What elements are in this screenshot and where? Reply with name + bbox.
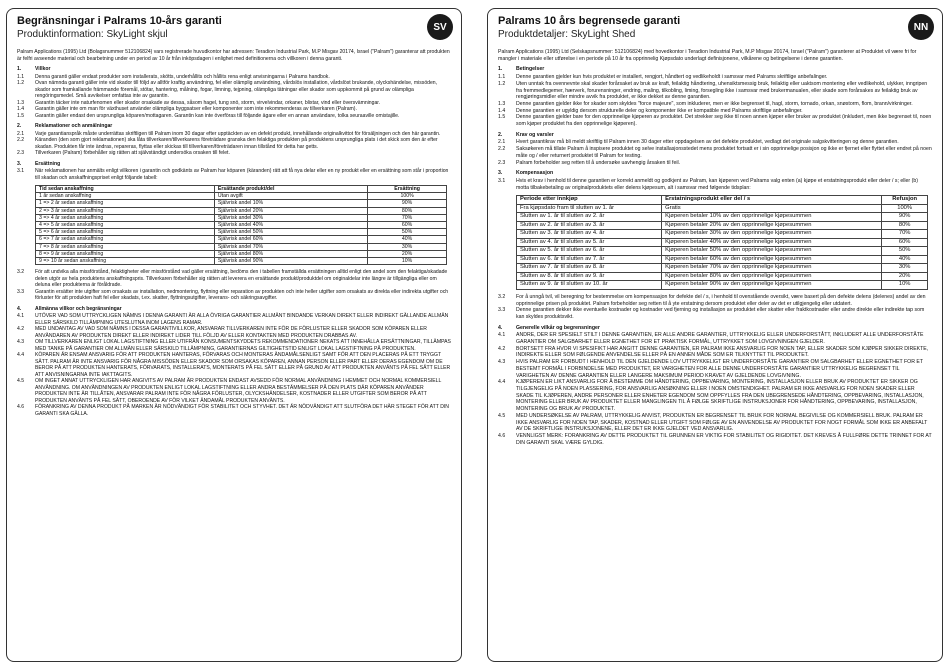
clause-text: Garantin gäller endast den ursprungliga köparen/mottagaren. Garantin kan inte överföras till följande ägare eller en annan användare, tolka seuraaville omistajille. bbox=[35, 112, 400, 119]
table-cell: Slutten av 1. år til slutten av 2. år bbox=[517, 213, 662, 222]
table-cell: 40% bbox=[368, 236, 447, 243]
clause bbox=[17, 113, 451, 120]
clause-number: 4.6 bbox=[17, 404, 25, 411]
table-cell: Självrisk andel 30% bbox=[214, 214, 367, 221]
clause bbox=[498, 294, 932, 307]
intro-paragraph: Palram Applications (1995) Ltd (Bolagsnummer 512106824) vars registrerade huvudkontor har adressen: Teradion Industrial Park, M.P Misgav 20174, Israel ("Palram") garanterar att produkten är felfri avseende material och bearbetning under en period av 10 år från inköpsdagen i enlighet med definitionerna och villkoren i denna garanti. bbox=[17, 49, 450, 62]
section-number: 1. bbox=[498, 66, 503, 73]
clause-number: 1.3 bbox=[17, 99, 25, 106]
table-header-row bbox=[36, 186, 447, 193]
table-cell: 70% bbox=[368, 214, 447, 221]
clause-text: Denna garanti gäller endast produkter som installerats, skötts, underhållits och hållits rena enligt anvisningarna i Palrams handbok. bbox=[35, 73, 330, 80]
clause-number: 4.6 bbox=[498, 432, 506, 439]
clause bbox=[498, 108, 932, 115]
table-row bbox=[517, 247, 928, 256]
table-row bbox=[36, 250, 447, 257]
clause-number: 1.4 bbox=[498, 107, 506, 114]
clause-number: 1.5 bbox=[498, 114, 506, 121]
clause-text: BORTSETT FRA HVOR VI SPESIFIKT HAR ANGITT DENNE GARANTIEN, ER PALRAM IKKE ANSVARLIG FOR NOEN TAP, ELLER SKADER SOM KJØPER SIKKER DIREKTE, INDIREKTE ELLER SOM FØLGENDE ANVENDELSE ELLER PÅ EN ANNEN MÅDE SOM ER TILKNYTTET TIL PRODUKTET. bbox=[516, 345, 929, 359]
clause-text: KJØPEREN ER LIKT ANSVARLIG FOR Å BESTEMME OM HÅNDTERING, OPPBEVARING, MONTERING, INSTALLASJON ELLER BRUK AV PRODUKTET ER SIKKER OG TILGJENGELIG PÅ NOEN PLASSERING, FOR ANSVARLIG ANSØKNING ELLER I NOEN OMSTENDIGHET. PALRAM ER IKKE ANSVARLIG FOR NOEN SKADER ELLER SKADE TIL KJØPEREN, ANDRE PERSONER ELLER ENHETER EGENDOM SOM OPPFYLLES FRA DEN UBEGRENSEDE HÅNDTERING, OPPBEVARING, INSTALLASJON, MONTERING ELLER BRUK AV PRODUKTET ELLER MANGLINGEN TIL Å FØLGE SKRIFTLIGE INSTRUKSJONER FOR HÅNDTERING, OPPBEVARING, INSTALLASJON, MONTERING OG BRUK AV PRODUKTET. bbox=[516, 379, 924, 413]
table-header-row bbox=[517, 196, 928, 205]
table-cell: Utan avgift bbox=[214, 193, 367, 200]
table-row bbox=[517, 281, 928, 290]
clause-number: 3.1 bbox=[498, 177, 506, 184]
clause-text: Denne garantien er ugyldig dersom strukturelle deler og komponenter ikke er kompatible med Palrams skriftlige anbefalinger. bbox=[516, 107, 803, 114]
table-cell: 3 => 4 år sedan anskaffning bbox=[36, 214, 215, 221]
clause-text: Uten unntak fra ovennevnte skal skader forårsaket av bruk av kraft, feilaktig håndtering, uhensiktsmessig bruk, feilaktig eller uaktsom montering eller vedlikehold, ulykker, inngripen fra fremmedlegemer, hærverk, forurensninger, endring, maling, tilkobling, liming, forsegling ikke i samsvar med brukermanualen, eller skade som forårsakes av feilaktig bruk av rengjøringsmidler eller mindre avvik fra produktet, er ikke dekket av denne garantien. bbox=[516, 80, 928, 101]
column-header: Tid sedan anskaffning bbox=[36, 186, 215, 193]
clause-number: 4.4 bbox=[498, 379, 506, 386]
clause-number: 1.3 bbox=[498, 100, 506, 107]
table-cell: Gratis bbox=[662, 204, 882, 213]
table-cell: Kjøperen betaler 90% av den opprinnelige kjøpesummen bbox=[662, 281, 882, 290]
clause bbox=[498, 413, 932, 433]
table-cell: Självrisk andel 50% bbox=[214, 229, 367, 236]
clause bbox=[498, 146, 932, 159]
section-heading bbox=[498, 170, 932, 177]
clause-text: Käranden (den som gjort reklamationen) ska låta tillverkaren/tillverkarens företrädare granska den felaktiga produkten på produktens ursprungliga plats i det skick som den är efter skadan. Produkten får inte ändras, repareras, flyttas eller skickas till tillverkaren/företrädaren innan tillstånd för detta har getts. bbox=[35, 137, 438, 150]
clause-number: 3.1 bbox=[17, 168, 25, 174]
section-heading bbox=[17, 123, 451, 130]
section-title: Ersättning bbox=[35, 160, 61, 167]
clause-text: Denne garantien gjelder ikke for skader som skyldes "force majeure", som inkluderer, men er ikke begrenset til, hagl, storm, tornado, orkan, snøstorm, flom, brann/virkninger. bbox=[516, 100, 913, 107]
clause bbox=[498, 379, 932, 413]
clause-text: Denne garantien gjelder kun hvis produktet er installert, rengjort, håndtert og vedlikeholdt i samsvar med Palrams skriftlige anbefalinger. bbox=[516, 74, 828, 81]
section-heading bbox=[498, 325, 932, 332]
section-title: Reklamationer och anmälningar bbox=[35, 123, 113, 129]
clause-text: Denne garantien dekker ikke eventuelle kostnader og kostnader ved fjerning og installasjon av produktet eller skatter eller fraktkostnader eller andre direkte eller indirekte tap som kan skyldes produktsvikt. bbox=[516, 307, 925, 320]
clause bbox=[498, 332, 932, 345]
clause bbox=[17, 313, 451, 326]
compensation-table bbox=[516, 195, 928, 290]
clause bbox=[498, 74, 932, 81]
section-number: 3. bbox=[498, 170, 503, 177]
clause bbox=[498, 433, 932, 446]
table-cell: Självrisk andel 40% bbox=[214, 222, 367, 229]
clause-text: Hvert garantikrav må bli meldt skriftlig til Palram innen 30 dager etter oppdagelsen av det defekte produktet, vedlagt det originale salgskvitteringen og denne garantien. bbox=[516, 139, 899, 146]
clause bbox=[498, 307, 932, 320]
table-cell: Slutten av 8. år til slutten av 9. år bbox=[517, 272, 662, 281]
table-cell: Fra kjøpsdato fram til slutten av 1. år bbox=[517, 204, 662, 213]
clause-text: Saksøkeren må tillate Palram å inspisere produktet og selve installasjonsstedet mens produktet fortsatt er i sin opprinnelige posisjon og ikke er fjernet eller flyttet eller endret på noen måte og / eller returnert produktet til Palram for testing. bbox=[516, 146, 932, 159]
table-cell: 50% bbox=[368, 229, 447, 236]
column-header: Ersättande produkt/del bbox=[214, 186, 367, 193]
clause-number: 4.5 bbox=[17, 378, 25, 385]
clause-text: ANDRE, DER ER SPESIELT STILT I DENNE GARANTIEN, ER ALLE ANDRE GARANTIER, UTTRYKKELIG ELLER UNDERFORSTÅTT, INKLUDERT ALLE UNDERFORSTÅTE GARANTIER OM SALGBARHET ELLER EGNETHET FOR ET PRAKTISK FORMÅL, UTTRYKKET SOM LOVGIVNINGEN GJELDER. bbox=[516, 332, 924, 346]
table-cell: 9 => 10 år sedan anskaffning bbox=[36, 258, 215, 265]
table-row bbox=[517, 213, 928, 222]
clause bbox=[17, 326, 451, 339]
table-cell: 10% bbox=[882, 281, 928, 290]
table-row bbox=[36, 222, 447, 229]
clause bbox=[17, 404, 451, 417]
clause bbox=[498, 160, 932, 167]
section-number: 3. bbox=[17, 160, 22, 167]
language-badge: NN bbox=[908, 14, 934, 40]
clause-text: Garantin täcker inte naturfenomen eller skador orsakade av dessa, såsom hagel, tung snö, storm, virvelvindar, orkaner, blixtar, vind eller översvämningar. bbox=[35, 99, 381, 106]
table-row bbox=[36, 229, 447, 236]
page-header bbox=[17, 15, 451, 45]
section-conditions bbox=[17, 66, 451, 119]
table-cell: Slutten av 3. år til slutten av 4. år bbox=[517, 230, 662, 239]
table-cell: 50% bbox=[882, 247, 928, 256]
table-cell: 6 => 7 år sedan anskaffning bbox=[36, 236, 215, 243]
table-cell: Självrisk andel 60% bbox=[214, 236, 367, 243]
table-row bbox=[36, 200, 447, 207]
table-cell: Självrisk andel 20% bbox=[214, 207, 367, 214]
norwegian-warranty-page bbox=[487, 8, 943, 662]
table-cell: Slutten av 5. år til slutten av 6. år bbox=[517, 247, 662, 256]
section-heading bbox=[17, 306, 451, 313]
table-cell: Självrisk andel 80% bbox=[214, 250, 367, 257]
table-cell: 10% bbox=[368, 258, 447, 265]
table-cell: Slutten av 6. år til slutten av 7. år bbox=[517, 255, 662, 264]
table-row bbox=[36, 236, 447, 243]
table-row bbox=[36, 193, 447, 200]
clause bbox=[17, 150, 451, 157]
clause-text: MED UNDERSØKELSE AV PALRAM, UTTRYKKELIG ANVIST, PRODUKTEN ER BEGRENSET TIL BRUK FOR NORMAL BEGIVILSE OG KOMMERSIELL BRUK. PALRAM ER IKKE ANSVARLIG FOR NOEN TAP, SKADER, KOSTNAD ELLER UTGIFT SOM FØLGE AV EN ANVENDELSE AV PRODUKTET FOR NOGT FORMÅL SOM IKKE ER ANBEFALT AV DE SKRIFTLIGE INSTRUKSJONENE, ELLER DET ER IKKE GJELDET VED ANSVARLIG. bbox=[516, 412, 928, 433]
section-claims bbox=[17, 123, 451, 157]
clause-number: 4.4 bbox=[17, 352, 25, 359]
clause bbox=[17, 137, 451, 150]
compensation-table bbox=[35, 185, 447, 265]
section-heading bbox=[498, 66, 932, 73]
clause-text: HVIS PALRAM ER FORBUDT I HENHOLD TIL DEN GJELDENDE LOV UTTRYKKELIGT ER UNDERFORSTÅTE GARANTIER OM SALGBARHET ELLER EGNETHET FOR ET BESTEMT FORMÅL I FORBINDELSE MED PRODUKTET, ER VARIGHETEN FOR ALLE DENNE UNDERFORSTÅTE GARANTIER UTTRYKKELIG BEGRENSET TIL VARIGHETEN AV DENNE GARANTIEN ELLER LANGERE MAKSIMUM PERIOD KRAVET AV GJELDENDE LOVGIVNING. bbox=[516, 359, 923, 379]
table-row bbox=[36, 214, 447, 221]
table-cell: Kjøperen betaler 80% av den opprinnelige kjøpesummen bbox=[662, 272, 882, 281]
clause-text: För att undvika alla missförstånd, felaktigheter eller missförstånd vad gäller ersättning, bedöms den i tabellen framställda ersättningen alltid enligt den andel som den felaktiga/skadade delen utgör av hela produktens anskaffningspris. Tillverkaren förbehåller sig rätten att leverera en ersättande produkt/produktdel om originaldelar inte längre är tillgängliga eller om deluna eller produkterna är föråldrade. bbox=[35, 269, 448, 289]
clause-number: 3.2 bbox=[17, 269, 25, 276]
table-cell: Slutten av 2. år til slutten av 3. år bbox=[517, 221, 662, 230]
language-badge: SV bbox=[427, 14, 453, 40]
section-number: 2. bbox=[498, 131, 503, 138]
table-cell: Självrisk andel 70% bbox=[214, 243, 367, 250]
clause-text: MED UNDANTAG AV VAD SOM NÄMNS I DESSA GARANTIVILLKOR, ANSVARAR TILLVERKAREN INTE FÖR DE FÖRLUSTER ELLER SKADOR SOM KÖPAREN ELLER ANVÄNDAREN AV PRODUKTEN DIREKT ELLER INDIREKT LIDER TILL FÖLJD AV ELLER KONTAKTEN MED PRODUKTEN DRABBAS AV. bbox=[35, 326, 427, 339]
page-header bbox=[498, 15, 932, 45]
section-compensation-notes bbox=[17, 269, 451, 302]
column-header: Refusjon bbox=[882, 196, 928, 205]
clause bbox=[17, 289, 451, 302]
section-number: 4. bbox=[17, 305, 22, 312]
table-cell: 1 år sedan anskaffning bbox=[36, 193, 215, 200]
clause-number: 2.1 bbox=[17, 130, 25, 137]
clause-text: Palram forbeholder seg retten til å undersøke uavhengig årsaken til feil. bbox=[516, 159, 681, 166]
clause-text: FÖRANKRING AV DENNA PRODUKT PÅ MARKEN ÄR NÖDVÄNDIGT FÖR STABILITET OCH STYVHET. DET ÄR NÖDVÄNDIGT ATT SLUTFÖRA DET HÄR STEGET FÖR ATT DIN GARANTI SKA GÄLLA. bbox=[35, 404, 449, 417]
clause-text: For å unngå tvil, vil beregning for bestemmelse om kompensasjon for defekte del / s, i henhold til ovenstående oversikt, være basert på den defekte delens (delenes) andel av den opprinnelige prisen på produktet. Palram forbeholder seg retten til å yte erstatning dersom produktet eller deler av det er utilgjengelig eller utdatert. bbox=[516, 293, 926, 307]
clause-number: 4.3 bbox=[498, 359, 506, 366]
section-compensation bbox=[17, 161, 451, 182]
clause-number: 4.2 bbox=[17, 326, 25, 333]
table-cell: 80% bbox=[882, 221, 928, 230]
table-row bbox=[517, 272, 928, 281]
table-cell: Slutten av 7. år til slutten av 8. år bbox=[517, 264, 662, 273]
section-title: Villkor bbox=[35, 66, 51, 72]
clause-text: Denne garantien gjelder bare for den opprinnelige kjøperen av produktet. Det strekker seg ikke til noen annen kjøper eller bruker av produktet (inkludert, men ikke begrenset til, noen som kjøper produktet fra den opprinnelige kjøperen). bbox=[516, 114, 932, 128]
clause-number: 4.3 bbox=[17, 339, 25, 346]
clause-number: 1.1 bbox=[17, 73, 25, 80]
clause bbox=[498, 81, 932, 101]
table-cell: Kjøperen betaler 60% av den opprinnelige kjøpesummen bbox=[662, 255, 882, 264]
clause-text: Ovan nämnda garanti gäller inte vid skador till följd av alltför kraftig användning, fel eller olämplig användning, vårdslös installation, vårdslöst brukande, olyckshändelse, missöden, skador som framkallande främmande föremål, stötar, hantering, målning, fogar, limning, tejpning, olämpliga tätningar eller skador som uppkommit på grund av olämpliga rengöringsmedel. Små avvikelser omfattas inte av garantin. bbox=[35, 80, 438, 99]
clause bbox=[498, 114, 932, 127]
table-cell: 4 => 5 år sedan anskaffning bbox=[36, 222, 215, 229]
table-cell: 90% bbox=[368, 200, 447, 207]
section-heading bbox=[17, 66, 451, 73]
table-cell: 40% bbox=[882, 255, 928, 264]
clause-number: 2.2 bbox=[498, 146, 506, 153]
table-cell: 1 => 2 år sedan anskaffning bbox=[36, 200, 215, 207]
table-cell: 5 => 6 år sedan anskaffning bbox=[36, 229, 215, 236]
clause-text: När reklamationen har anmälts enligt villkoren i garantin och godkänts av Palram har köparen (käranden) rätt att få nya delar eller en ny produkt eller en ersättning som står i proportion till skadan och anskaffningspriset enligt följande tabell: bbox=[35, 168, 449, 181]
clause-text: KÖPAREN ÄR ENSAM ANSVARIG FÖR ATT PRODUKTEN HANTERAS, FÖRVARAS OCH MONTERAS ÄNDAMÅLSENLIGT SAMT FÖR ATT DEN PLACERAS PÅ ETT TRYGGT SÄTT. PALRAM ÄR INTE ANSVARIG FÖR NÅGRA MISSÖDEN ELLER SKADOR SOM ORSAKAS KÖPAREN, ANNAN PERSON ELLER PART ELLER DERAS EGENDOM OM DE BEROR PÅ ATT PRODUKTEN HANTERATS, FÖRVARATS, INSTALLERATS, MONTERATS PÅ FEL SÄTT ELLER PÅ GRUND AV ATT PRODUKTEN ANVÄNTS PÅ FEL SÄTT ELLER ATT ANVISNINGARNA INTE IAKTTAGITS. bbox=[35, 352, 451, 378]
clause-text: OM INGET ANNAT UTTRYCKLIGEN HAR ANGIVITS AV PALRAM ÄR PRODUKTEN ENDAST AVSEDD FÖR NORMAL ANVÄNDNING I HEMMET OCH NORMAL KOMMERSIELL ANVÄNDNING. OM ANVÄNDNINGEN AV PRODUKTEN ENLIGT LOKAL LAGSTIFTNING ELLER ANDRA BESTÄMMELSER PÅ DEN PLATS DÄR KÖPAREN ANVÄNDER PRODUKTEN INTE ÄR TILLÅTEN, ANSVARAR PALRAM INTE FÖR NÅGRA FÖRLUSTER, OLYCKSHÄNDELSER, KOSTNADER ELLER UTGIFTER SOM BEROR PÅ ATT PRODUKTEN ANVÄNTS PÅ FEL SÄTT, OBEROENDE AV FÖR VILKET ÄNDAMÅL PRODUKTEN ANVÄNTS. bbox=[35, 378, 442, 404]
section-title: Kompensasjon bbox=[516, 170, 554, 177]
table-cell: Självrisk andel 90% bbox=[214, 258, 367, 265]
column-header: Ersättning bbox=[368, 186, 447, 193]
table-cell: 80% bbox=[368, 207, 447, 214]
clause bbox=[17, 339, 451, 352]
clause bbox=[17, 168, 451, 181]
clause-number: 3.2 bbox=[498, 293, 506, 300]
table-cell: 90% bbox=[882, 213, 928, 222]
section-general-terms bbox=[498, 325, 932, 447]
section-number: 2. bbox=[17, 123, 22, 129]
section-compensation bbox=[498, 170, 932, 191]
table-cell: Kjøperen betaler 10% av den opprinnelige kjøpesummen bbox=[662, 213, 882, 222]
clause-number: 1.2 bbox=[498, 80, 506, 87]
table-row bbox=[517, 204, 928, 213]
table-cell: 2 => 3 år sedan anskaffning bbox=[36, 207, 215, 214]
clause-number: 2.1 bbox=[498, 139, 506, 146]
section-heading bbox=[498, 132, 932, 139]
clause-number: 4.1 bbox=[498, 332, 506, 339]
table-cell: 70% bbox=[882, 230, 928, 239]
clause-text: VENNLIGST MERK: FORANKRING AV DETTE PRODUKTET TIL GRUNNEN ER VIKTIG FOR STABILITET OG RIGIDITET. DET KREVES Å FULLFØRE DETTE TRINNET FOR AT DIN GARANTI SKAL VÆRE GYLDIG. bbox=[516, 432, 932, 446]
section-title: Krav og varsler bbox=[516, 131, 554, 138]
clause bbox=[17, 352, 451, 378]
table-row bbox=[36, 258, 447, 265]
table-row bbox=[36, 207, 447, 214]
section-heading bbox=[17, 161, 451, 168]
column-header: Periode etter innkjøp bbox=[517, 196, 662, 205]
clause bbox=[498, 346, 932, 359]
column-header: Erstatningsprodukt eller del / s bbox=[662, 196, 882, 205]
section-claims bbox=[498, 132, 932, 167]
table-cell: Kjøperen betaler 50% av den opprinnelige kjøpesummen bbox=[662, 247, 882, 256]
clause-text: Garantin ersätter inte utgifter som orsakats av installation, nedmontering, flyttning eller reparation av produkten och inte heller utgifter som orsakats av direkta eller indirekta utgifter och förluster för att produkten haft fel eller skadats, t.ex. skatter, flyttningsutgifter, leverans- och säkringsavgifter. bbox=[35, 288, 449, 302]
table-row bbox=[517, 255, 928, 264]
clause-text: OM TILLVERKAREN ENLIGT LOKAL LAGSTIFTNING ELLER UTIFRÅN KONSUMENTSKYDDETS REKOMMENDATIONER NEKATS ATT INNEHÅLLA ERSÄTTNINGAR, TILLÄMPAS MED TANKE PÅ GARANTIER OM ALLMÄN ELLER SÄRSKILD TILLÄMPNING, GARANTIERNAS GILTIGHETSTID ENLIGT LOKAL LAGSTIFTNING PÅ PRODUKTEN. bbox=[35, 339, 451, 352]
clause-text: Garantin gäller inte om man för växthuset använder olämpliga byggsatser eller komponenter som inte rekommenderas av tillverkaren (Palram). bbox=[35, 106, 357, 112]
table-cell: 30% bbox=[882, 264, 928, 273]
clause-number: 2.3 bbox=[498, 159, 506, 166]
table-cell: 8 => 9 år sedan anskaffning bbox=[36, 250, 215, 257]
section-number: 1. bbox=[17, 66, 22, 72]
clause bbox=[498, 101, 932, 108]
clause-number: 3.3 bbox=[17, 288, 25, 295]
table-cell: 20% bbox=[882, 272, 928, 281]
table-cell: 30% bbox=[368, 243, 447, 250]
table-cell: Kjøperen betaler 20% av den opprinnelige kjøpesummen bbox=[662, 221, 882, 230]
table-row bbox=[517, 230, 928, 239]
section-title: Generelle vilkår og begrensninger bbox=[516, 324, 600, 331]
section-general-terms bbox=[17, 306, 451, 418]
table-cell: Kjøperen betaler 70% av den opprinnelige kjøpesummen bbox=[662, 264, 882, 273]
clause-number: 4.5 bbox=[498, 412, 506, 419]
intro-paragraph: Palram Applications (1995) Ltd (Selskapsnummer: 512106824) med hovedkontor i Teradion Industrial Park, M.P Misgav 20174, Israel ("Palram") garanterer at Produktet vil være fri for mangler i materiale eller utførelse i en periode på 10 år fra opprinnelig Kjøpsdato underlagt definisjonene, vilkårene og betingelsene i denne garantien. bbox=[498, 49, 917, 62]
table-cell: Kjøperen betaler 30% av den opprinnelige kjøpesummen bbox=[662, 230, 882, 239]
clause-text: Varje garantianspråk måste underrättas skriftligen till Palram inom 30 dagar efter upptäckten av en defekt produkt, innehållande originalkvittot för försäljningen och den här garantin. bbox=[35, 130, 441, 137]
clause-number: 1.4 bbox=[17, 106, 25, 112]
clause bbox=[17, 378, 451, 404]
section-title: Allmänna villkor och begränsningar bbox=[35, 305, 122, 312]
table-row bbox=[36, 243, 447, 250]
clause bbox=[498, 178, 932, 191]
table-row bbox=[517, 221, 928, 230]
table-cell: 60% bbox=[368, 222, 447, 229]
swedish-warranty-page bbox=[6, 8, 462, 662]
clause bbox=[498, 359, 932, 379]
clause bbox=[17, 80, 451, 100]
table-cell: 100% bbox=[882, 204, 928, 213]
section-number: 4. bbox=[498, 324, 503, 331]
clause-number: 2.2 bbox=[17, 137, 25, 143]
page-subtitle: Produktdetaljer: SkyLight Shed bbox=[498, 29, 636, 40]
clause-number: 1.5 bbox=[17, 112, 25, 119]
table-cell: Slutten av 9. år til slutten av 10. år bbox=[517, 281, 662, 290]
table-cell: Självrisk andel 10% bbox=[214, 200, 367, 207]
clause-text: Hvis et krav i henhold til denne garantien er korrekt anmeldt og godkjent av Palram, kan kjøperen ved Palrams valg enten (a) kjøpe et erstatningsprodukt eller deler / s; eller (b) motta tilbakebetaling av originalproduktets eller delens kjøpesum, alt i samsvar med følgende tidsplan: bbox=[516, 177, 918, 191]
table-cell: 7 => 8 år sedan anskaffning bbox=[36, 243, 215, 250]
clause-number: 1.1 bbox=[498, 74, 506, 81]
table-row bbox=[517, 238, 928, 247]
table-row bbox=[517, 264, 928, 273]
clause-text: Tillverkaren (Palram) förbehåller sig rätten att självständigt undersöka orsaken till felet. bbox=[35, 150, 230, 156]
clause-number: 2.3 bbox=[17, 150, 25, 156]
table-cell: Kjøperen betaler 40% av den opprinnelige kjøpesummen bbox=[662, 238, 882, 247]
clause bbox=[17, 269, 451, 289]
table-cell: 60% bbox=[882, 238, 928, 247]
clause-text: UTÖVER VAD SOM UTTRYCKLIGEN NÄMNS I DENNA GARANTI ÄR ALLA ÖVRIGA GARANTIER ALLMÄNT BINDANDE VERKAN DIREKT ELLER INDIREKT GÄLLANDE ALLMÄN ELLER SÄRSKILD TILLÄMPNING UTESLUTNA INOM LAGENS RAMAR. bbox=[35, 313, 449, 326]
clause-number: 3.3 bbox=[498, 307, 506, 314]
section-title: Betingelser bbox=[516, 66, 545, 73]
clause-number: 1.2 bbox=[17, 80, 25, 86]
section-compensation-notes bbox=[498, 294, 932, 321]
table-cell: Slutten av 4. år til slutten av 5. år bbox=[517, 238, 662, 247]
table-cell: 20% bbox=[368, 250, 447, 257]
section-conditions bbox=[498, 66, 932, 127]
page-title: Palrams 10 års begrensede garanti bbox=[498, 15, 681, 27]
clause-number: 4.2 bbox=[498, 345, 506, 352]
page-title: Begränsningar i Palrams 10-års garanti bbox=[17, 15, 222, 27]
table-cell: 100% bbox=[368, 193, 447, 200]
clause-number: 4.1 bbox=[17, 313, 25, 320]
page-subtitle: Produktinformation: SkyLight skjul bbox=[17, 29, 168, 40]
